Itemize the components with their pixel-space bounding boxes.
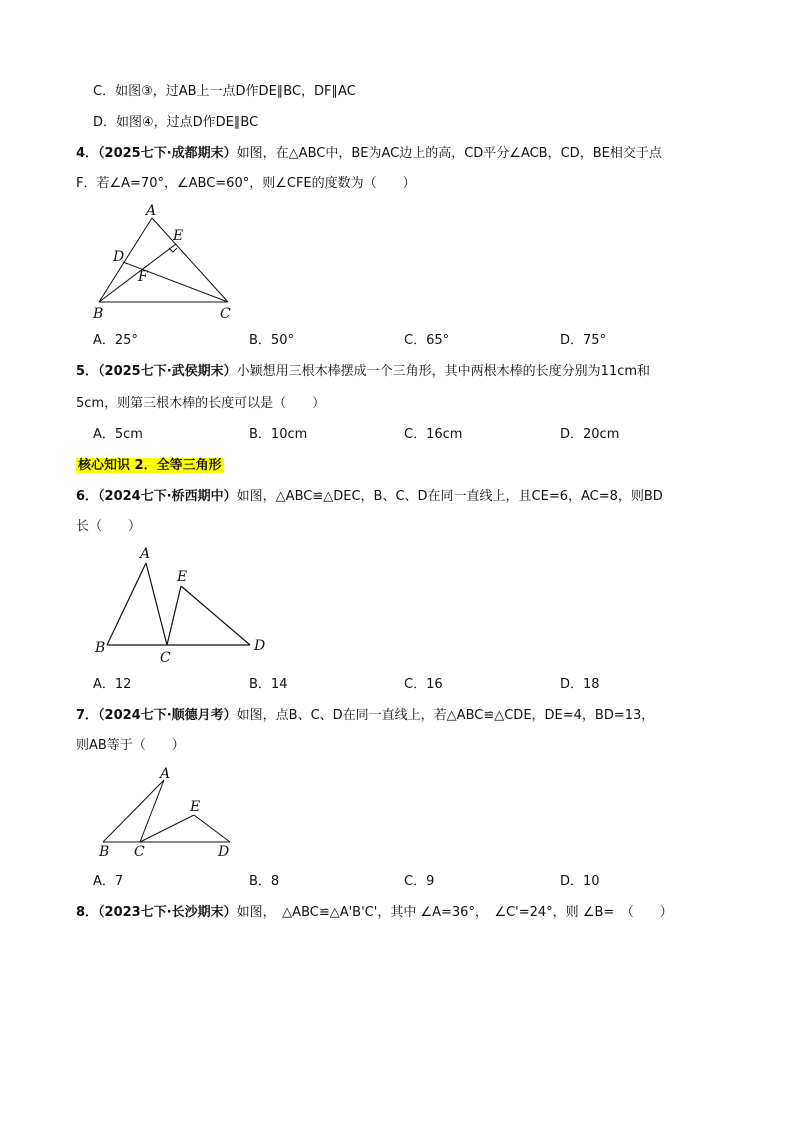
q7-option-d: D．10 [560, 874, 600, 889]
q6-option-d: D．18 [560, 677, 600, 692]
q7-label-b: B [99, 844, 110, 860]
q4-option-c: C．65° [404, 333, 450, 348]
q4-option-d: D．75° [560, 333, 607, 348]
q4-label-d: D [113, 249, 125, 265]
q6-label-e: E [177, 569, 188, 585]
q6-label-d: D [254, 638, 266, 654]
q6-label-c: C [160, 650, 171, 666]
q7-stem-text: 如图，点B、C、D在同一直线上，若△ABC≌△CDE，DE=4，BD=13， [236, 708, 655, 723]
q6-label-b: B [95, 640, 106, 656]
q7-option-b: B．8 [249, 874, 280, 889]
q4-label-c: C [220, 306, 231, 322]
q7-option-c: C．9 [404, 874, 435, 889]
q5-stem-text: 小颖想用三根木棒摆成一个三角形，其中两根木棒的长度分别为11cm和 [236, 364, 651, 379]
q7-source: （2024七下·顺德月考） [98, 708, 237, 723]
q4-label-b: B [93, 306, 104, 322]
q3-option-d: D．如图④，过点D作DE∥BC [93, 115, 259, 130]
q6-stem-text: 如图，△ABC≌△DEC，B、C、D在同一直线上，且CE=6，AC=8，则BD [236, 489, 663, 504]
q8-stem-line1 [76, 904, 673, 922]
q4-stem-text: 如图，在△ABC中，BE为AC边上的高，CD平分∠ACB，CD，BE相交于点 [236, 146, 662, 161]
q5-option-b: B．10cm [249, 427, 308, 442]
section-title: 核心知识 2．全等三角形 [78, 458, 222, 473]
q7-label-e: E [190, 799, 201, 815]
q8-number: 8． [76, 905, 99, 920]
q7-stem-line2: 则AB等于（ ） [76, 738, 185, 753]
q5-option-a: A．5cm [93, 427, 143, 442]
q7-number: 7． [76, 708, 99, 723]
q4-label-a: A [146, 203, 157, 219]
q4-number: 4． [76, 146, 99, 161]
q4-stem-line2: F．若∠A=70°，∠ABC=60°，则∠CFE的度数为（ ） [76, 176, 416, 191]
q7-label-a: A [160, 766, 171, 782]
q6-number: 6． [76, 489, 99, 504]
q4-option-b: B．50° [249, 333, 294, 348]
q4-source: （2025七下·成都期末） [98, 146, 237, 161]
q3-option-c: C．如图③，过AB上一点D作DE∥BC，DF∥AC [93, 84, 356, 99]
q5-number: 5． [76, 364, 99, 379]
q7-label-c: C [134, 844, 145, 860]
q5-source: （2025七下·武侯期末） [98, 364, 237, 379]
q8-stem-text: 如图， △ABC≌△A'B'C'，其中 ∠A=36°， ∠C'=24°，则 ∠B= （ ） [236, 905, 673, 920]
q6-option-c: C．16 [404, 677, 443, 692]
q5-stem-line2: 5cm，则第三根木棒的长度可以是（ ） [76, 396, 326, 411]
q4-label-f: F [138, 269, 148, 285]
q7-option-a: A．7 [93, 874, 124, 889]
q6-option-b: B．14 [249, 677, 288, 692]
q5-option-d: D．20cm [560, 427, 620, 442]
q7-label-d: D [218, 844, 230, 860]
q6-option-a: A．12 [93, 677, 132, 692]
q4-option-a: A．25° [93, 333, 138, 348]
q6-source: （2024七下·桥西期中） [98, 489, 237, 504]
q5-option-c: C．16cm [404, 427, 463, 442]
q4-label-e: E [173, 228, 184, 244]
q6-label-a: A [140, 546, 151, 562]
q8-source: （2023七下·长沙期末） [98, 905, 237, 920]
q6-stem-line2: 长（ ） [76, 519, 142, 534]
